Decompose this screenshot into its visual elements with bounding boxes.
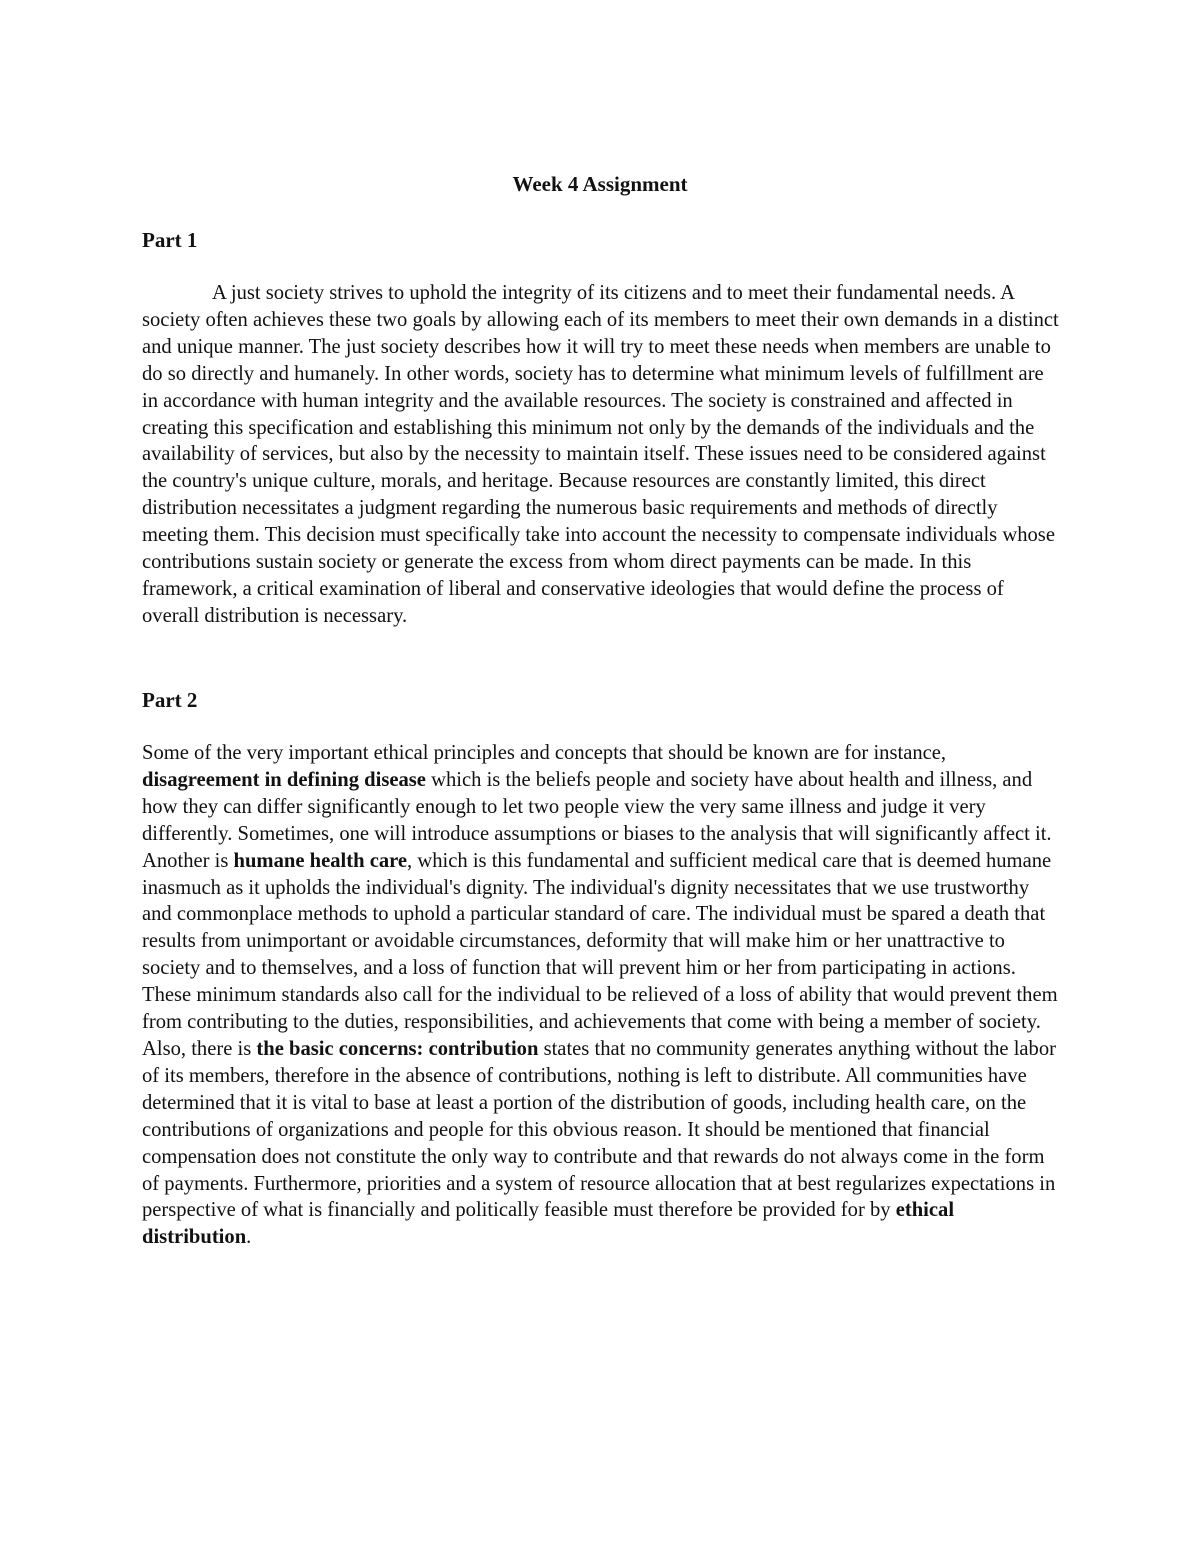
part-2-text-segment: Some of the very important ethical principles and concepts that should be known are for instance, <box>142 742 947 764</box>
term-humane-health-care: humane health care <box>233 849 408 872</box>
part-2-text-segment: . <box>246 1226 252 1249</box>
part-2-text-segment: states that no community generates anything without the labor of its members, therefore in the absence of contributions, nothing is left to distribute. All communities have determined that it is vital to base at least a portion of the distribution of goods, including health care, on the contributions of organizations and people for this obvious reason. It should be mentioned that financial compensation does not constitute the only way to contribute and that rewards do not always come in the form of payments. Furthermore, priorities and a system of resource allocation that at best regularizes expectations in perspective of what is financially and politically feasible must therefore be provided for by <box>142 1037 1057 1222</box>
term-disagreement-in-defining-disease: disagreement in defining disease <box>142 768 426 791</box>
part-1-heading: Part 1 <box>142 228 198 252</box>
document-title: Week 4 Assignment <box>512 172 688 196</box>
part-2-text-segment: , which is this fundamental and sufficient medical care that is deemed humane inasmuch as it upholds the individual's dignity. The individual's dignity necessitates that we use trustworthy and commonplace methods to uphold a particular standard of care. The individual must be spared a death that results from unimportant or avoidable circumstances, deformity that will make him or her unattractive to society and to themselves, and a loss of function that will prevent him or her from participating in actions. These minimum standards also call for the individual to be relieved of a loss of ability that would prevent them from contributing to the duties, responsibilities, and achievements that come with being a member of society. Also, there is <box>142 849 1058 1060</box>
part-1-paragraph: A just society strives to uphold the integrity of its citizens and to meet their fundamental needs. A society often achieves these two goals by allowing each of its members to meet their own demands in a distinct and unique manner. The just society describes how it will try to meet these needs when members are unable to do so directly and humanely. In other words, society has to determine what minimum levels of fulfillment are in accordance with human integrity and the available resources. The society is constrained and affected in creating this specification and establishing this minimum not only by the demands of the individuals and the availability of services, but also by the necessity to maintain itself. These issues need to be considered against the country's unique culture, morals, and heritage. Because resources are constantly limited, this direct distribution necessitates a judgment regarding the numerous basic requirements and methods of directly meeting them. This decision must specifically take into account the necessity to compensate individuals whose contributions sustain society or generate the excess from whom direct payments can be made. In this framework, a critical examination of liberal and conservative ideologies that would define the process of overall distribution is necessary. <box>142 282 1059 627</box>
part-2-heading: Part 2 <box>142 688 198 712</box>
term-basic-concerns-contribution: the basic concerns: contribution <box>256 1037 539 1060</box>
term-ethical-distribution: ethical distribution <box>142 1199 955 1249</box>
part-2-text-segment: which is the beliefs people and society have about health and illness, and how they can differ significantly enough to let two people view the very same illness and judge it very differently. Sometimes, one will introduce assumptions or biases to the analysis that will significantly affect it. Another is <box>142 768 1052 872</box>
part-2-paragraph <box>142 740 1062 1251</box>
